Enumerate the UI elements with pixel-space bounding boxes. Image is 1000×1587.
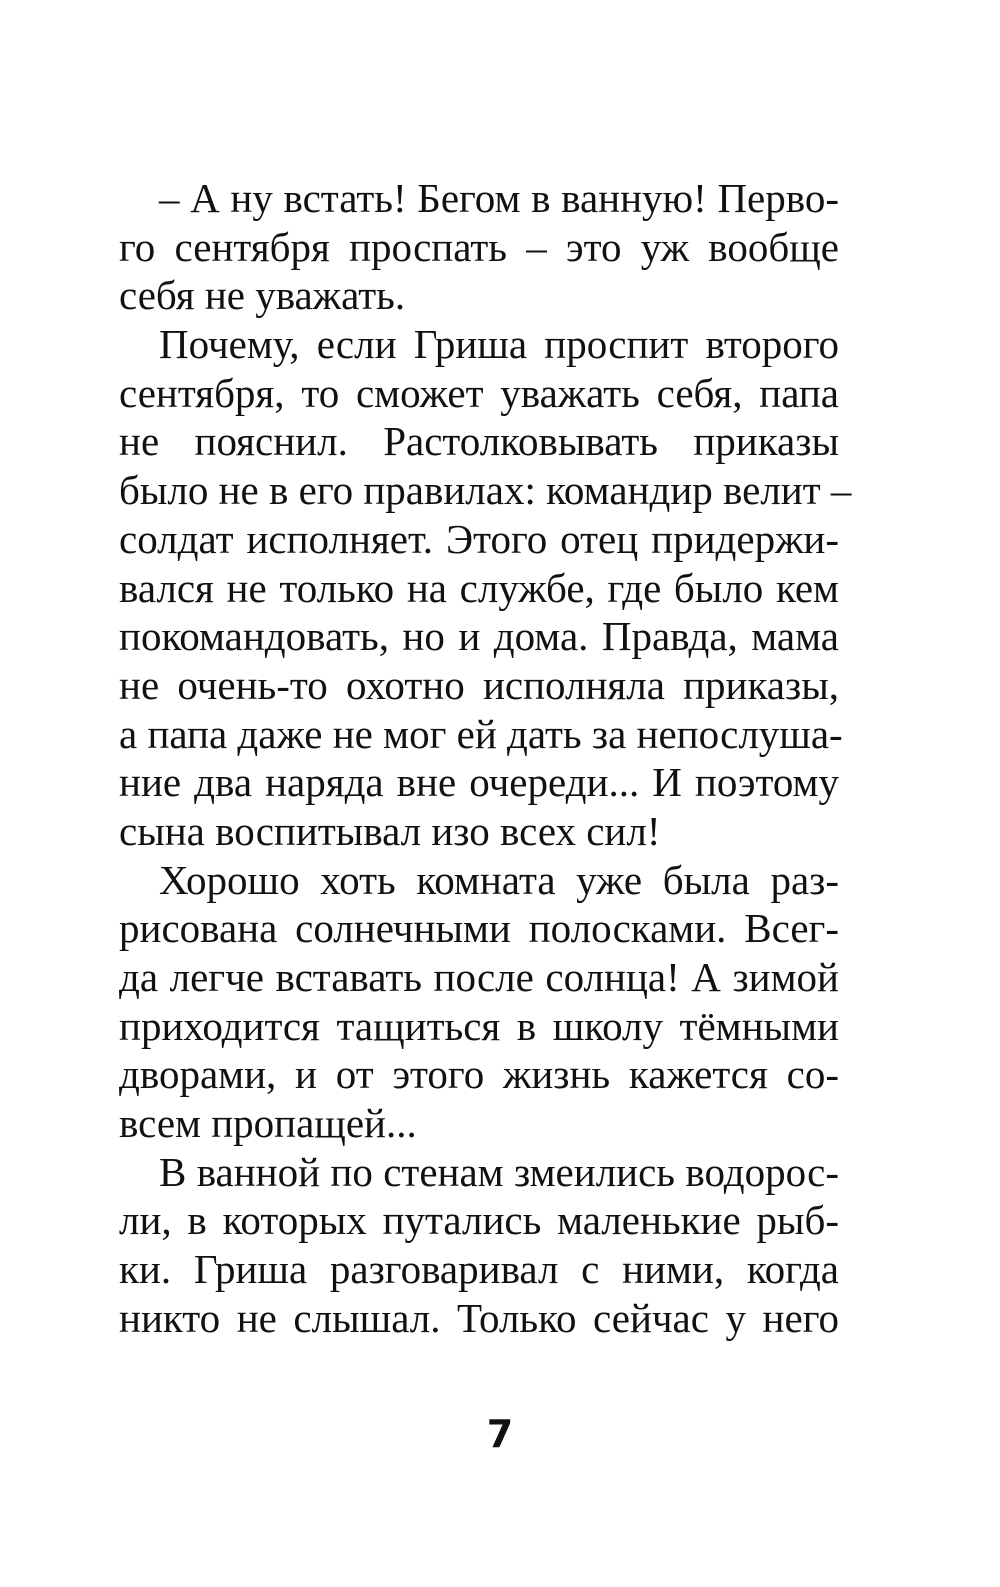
text-line: себя не уважать. [119,272,406,319]
text-line: вался не только на службе, где было кем [119,564,839,611]
text-line: рисована солнечными полосками. Всег- [119,905,839,952]
text-line: никто не слышал. Только сейчас у него [119,1294,839,1341]
paragraph-3 [119,856,839,1148]
text-line: Почему, если Гриша проспит второго [159,321,839,368]
text-line: – А ну встать! Бегом в ванную! Перво- [159,175,839,221]
paragraph-2 [119,320,852,856]
body-text [119,174,852,1343]
text-line: ки. Гриша разговаривал с ними, когда [119,1246,839,1293]
text-line: не пояснил. Растолковывать приказы [119,418,839,465]
text-line: В ванной по стенам змеились водорос- [159,1148,839,1195]
paragraph-4 [119,1148,839,1343]
text-line: да легче вставать после солнца! А зимой [119,954,839,1000]
paragraph-1 [119,174,839,320]
text-line: го сентября проспать – это уж вообще [119,223,839,270]
text-line: покомандовать, но и дома. Правда, мама [119,613,839,660]
text-line: не очень-то охотно исполняла приказы, [119,661,839,708]
text-line: сына воспитывал изо всех сил! [119,807,661,854]
text-line: приходится тащиться в школу тёмными [119,1002,839,1049]
text-line: ли, в которых путались маленькие рыб- [119,1197,839,1244]
text-line: сентября, то сможет уважать себя, папа [119,369,839,416]
text-line: дворами, и от этого жизнь кажется со- [119,1051,839,1098]
text-line: солдат исполняет. Этого отец придержи- [119,515,839,562]
text-line: Хорошо хоть комната уже была раз- [159,856,839,903]
text-line: всем пропащей... [119,1100,417,1147]
text-line: ние два наряда вне очереди... И поэтому [119,759,839,806]
text-line: было не в его правилах: командир велит – [119,467,852,514]
page-number: 7 [486,1412,514,1456]
text-line: а папа даже не мог ей дать за непослуша- [119,710,843,757]
